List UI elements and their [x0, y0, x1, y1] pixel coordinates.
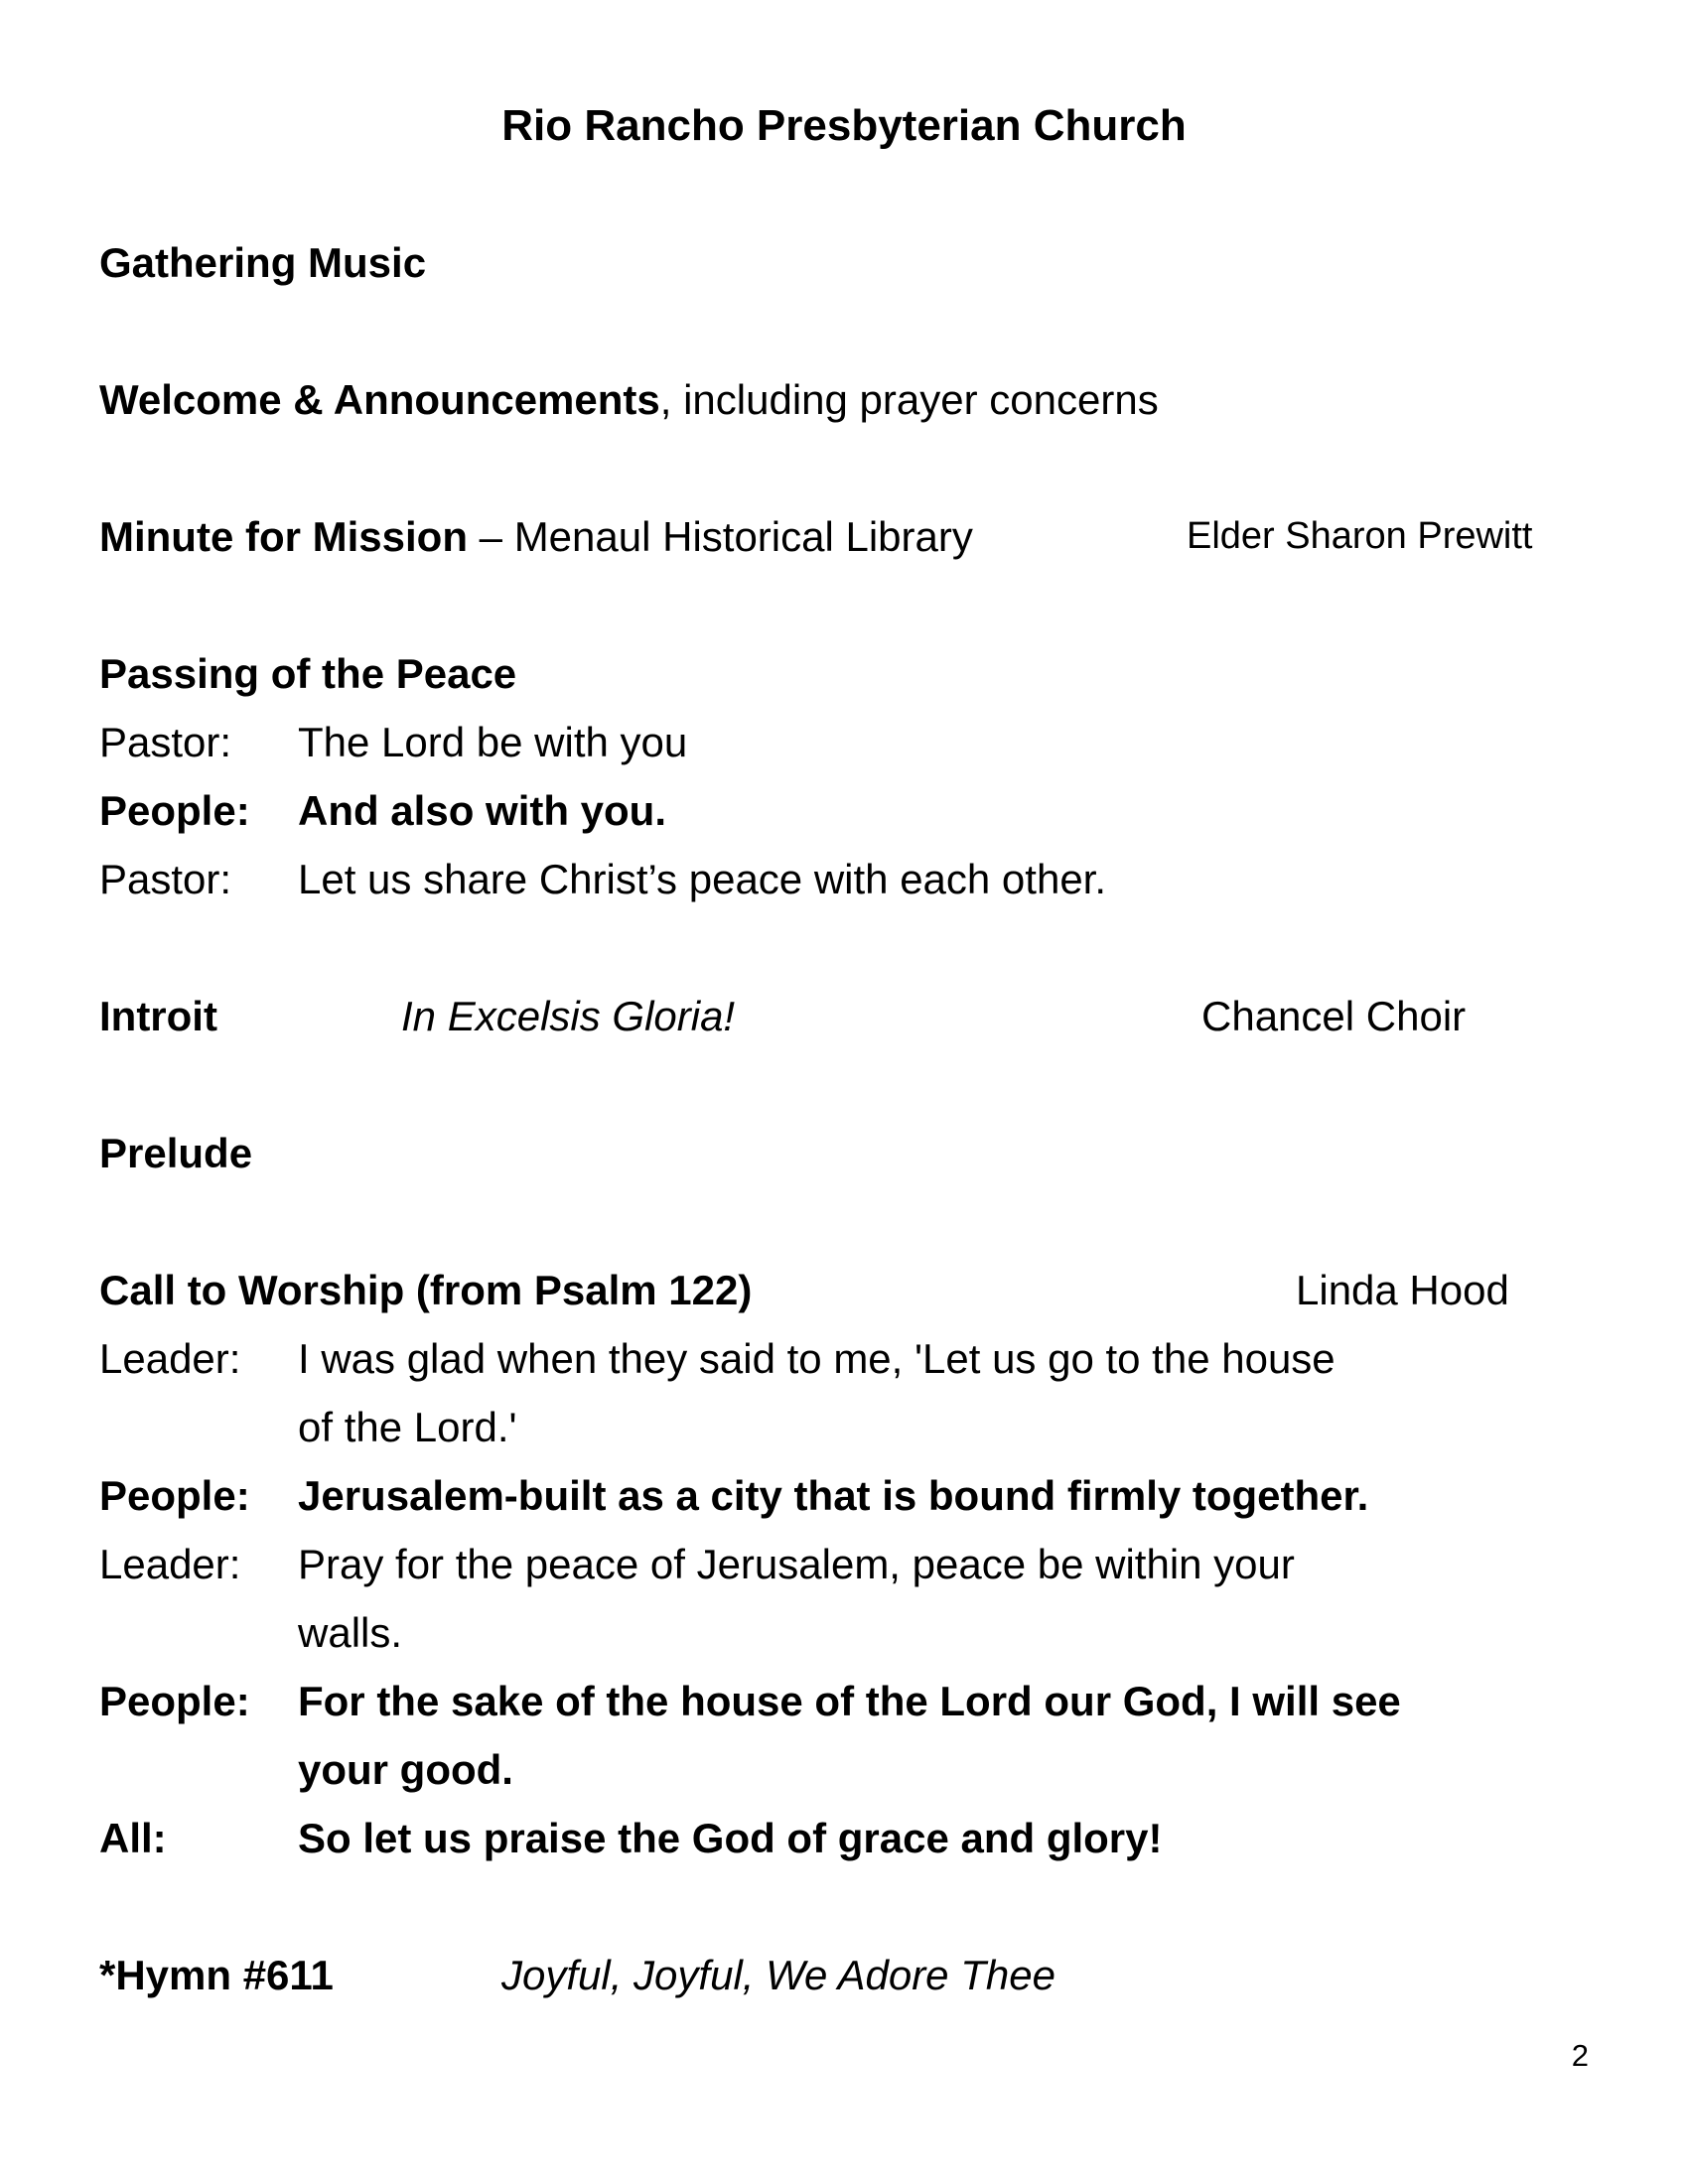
section-label: Prelude: [99, 1130, 253, 1176]
piece-title: In Excelsis Gloria!: [401, 993, 736, 1039]
performer: Chancel Choir: [1201, 993, 1467, 1039]
dialogue-text: For the sake of the house of the Lord our God, I will see: [298, 1678, 1401, 1724]
page-number: 2: [1571, 2038, 1589, 2073]
section-prelude: [99, 1119, 1589, 1187]
dialogue-line: [99, 708, 1589, 776]
section-credit: Linda Hood: [1296, 1267, 1509, 1313]
section-welcome-announcements: [99, 365, 1589, 434]
dialogue-text: Let us share Christ’s peace with each other.: [298, 856, 1107, 902]
dialogue-text: walls.: [298, 1609, 403, 1656]
dialogue-text: your good.: [298, 1746, 513, 1793]
dialogue-line: [99, 1461, 1589, 1530]
section-call-to-worship: [99, 1256, 1589, 1324]
dialogue-text: Pray for the peace of Jerusalem, peace be within your: [298, 1541, 1295, 1587]
dialogue-speaker: Leader:: [99, 1335, 241, 1382]
dialogue-line: [99, 1667, 1589, 1735]
section-label: Call to Worship (from Psalm 122): [99, 1267, 753, 1313]
section-introit: [99, 982, 1589, 1050]
dialogue-speaker: All:: [99, 1815, 167, 1861]
dialogue-speaker: People:: [99, 1472, 250, 1519]
bulletin-content: [99, 91, 1589, 2009]
page-title: Rio Rancho Presbyterian Church: [501, 101, 1187, 150]
section-minute-for-mission: [99, 502, 1589, 571]
section-label: Welcome & Announcements: [99, 376, 660, 423]
dialogue-text: The Lord be with you: [298, 719, 688, 765]
section-credit: Elder Sharon Prewitt: [1187, 515, 1533, 557]
dialogue-text: Jerusalem-built as a city that is bound firmly together.: [298, 1472, 1369, 1519]
section-detail: , including prayer concerns: [659, 376, 1159, 423]
dialogue-line: [99, 1530, 1589, 1598]
section-label: Gathering Music: [99, 239, 427, 286]
section-label: Introit: [99, 993, 217, 1039]
dialogue-line: [99, 1324, 1589, 1393]
dialogue-line-continuation: [99, 1393, 1589, 1461]
dialogue-speaker: Pastor:: [99, 856, 232, 902]
dialogue-speaker: People:: [99, 787, 250, 834]
section-detail: – Menaul Historical Library: [468, 513, 973, 560]
dialogue-line: [99, 845, 1589, 913]
dialogue-text: of the Lord.': [298, 1404, 517, 1450]
piece-title: Joyful, Joyful, We Adore Thee: [501, 1952, 1055, 1998]
dialogue-line-continuation: [99, 1598, 1589, 1667]
dialogue-speaker: Pastor:: [99, 719, 232, 765]
section-label: Minute for Mission: [99, 513, 468, 560]
section-label: *Hymn #611: [99, 1952, 334, 1998]
dialogue-line: [99, 776, 1589, 845]
section-passing-of-the-peace: [99, 639, 1589, 708]
dialogue-text: I was glad when they said to me, 'Let us go to the house: [298, 1335, 1336, 1382]
dialogue-line: [99, 1804, 1589, 1872]
dialogue-line-continuation: [99, 1735, 1589, 1804]
section-hymn: [99, 1941, 1589, 2009]
dialogue-speaker: Leader:: [99, 1541, 241, 1587]
dialogue-speaker: People:: [99, 1678, 250, 1724]
section-label: Passing of the Peace: [99, 650, 517, 697]
section-gathering-music: [99, 228, 1589, 297]
dialogue-text: So let us praise the God of grace and glory!: [298, 1815, 1163, 1861]
dialogue-text: And also with you.: [298, 787, 667, 834]
